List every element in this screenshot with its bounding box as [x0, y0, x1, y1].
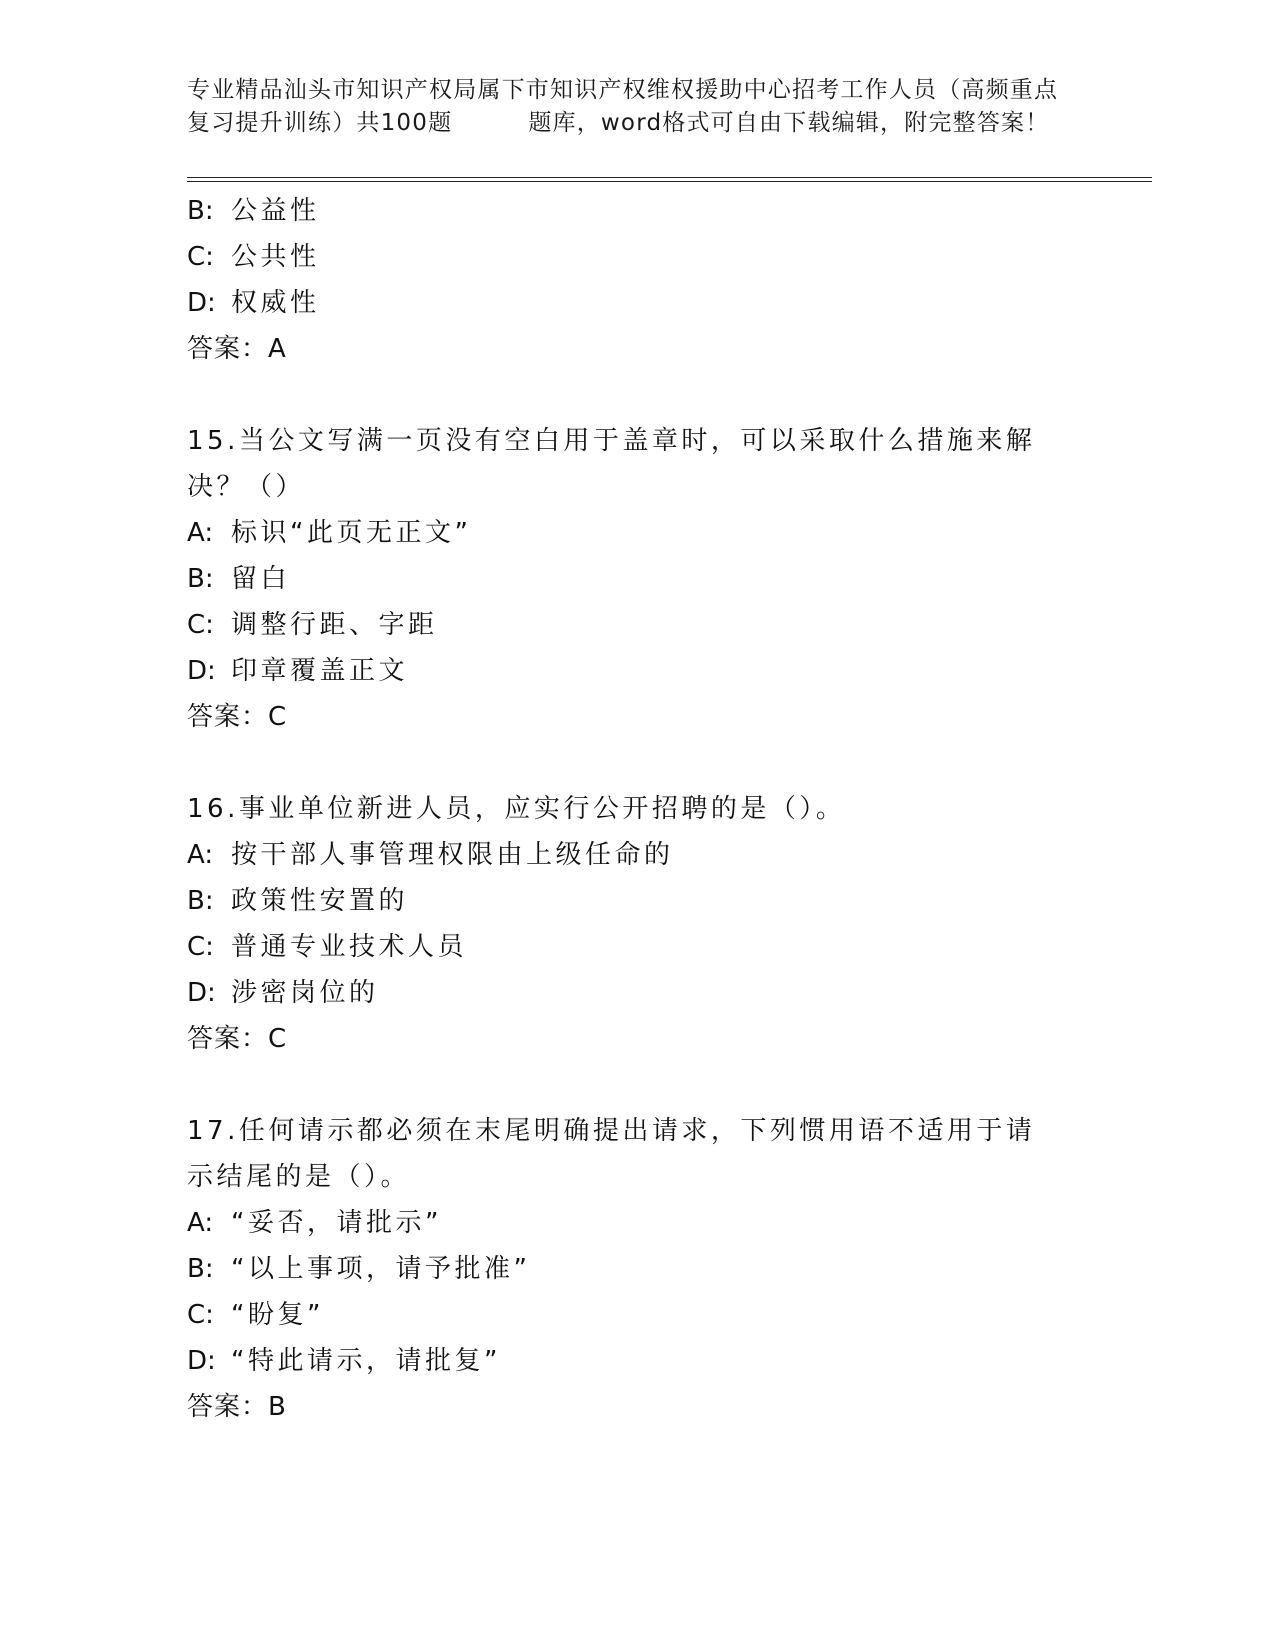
prev-question [187, 188, 1087, 372]
header-divider-top [187, 177, 1152, 178]
option-a: A: 按干部人事管理权限由上级任命的 [187, 840, 674, 870]
header-line-2 [187, 107, 1087, 140]
header-line-2b: 题库，word格式可自由下载编辑，附完整答案！ [528, 110, 1050, 136]
option-c: C: “盼复” [187, 1300, 324, 1330]
option-a: A: “妥否，请批示” [187, 1208, 442, 1238]
question-content [187, 188, 1087, 1430]
option-b: B: 留白 [187, 564, 291, 594]
option-c: C: 普通专业技术人员 [187, 932, 468, 962]
question-stem: 16.事业单位新进人员，应实行公开招聘的是（）。 [187, 794, 846, 824]
header-line-2a: 复习提升训练）共100题 [187, 110, 453, 136]
option-b: B: 政策性安置的 [187, 886, 409, 916]
option-d: D: 权威性 [187, 288, 320, 318]
option-d: D: 印章覆盖正文 [187, 656, 409, 686]
option-a: A: 标识“此页无正文” [187, 518, 472, 548]
header-divider-bottom [187, 181, 1152, 182]
option-b: B: 公益性 [187, 196, 320, 226]
question-stem: 15.当公文写满一页没有空白用于盖章时，可以采取什么措施来解决？（） [187, 426, 1036, 502]
answer-line: 答案：B [187, 1392, 287, 1422]
header-line-1: 专业精品汕头市知识产权局属下市知识产权维权援助中心招考工作人员（高频重点 [187, 77, 1059, 103]
answer-line: 答案：C [187, 702, 288, 732]
question-16 [187, 786, 1087, 1062]
answer-line: 答案：C [187, 1024, 288, 1054]
option-c: C: 公共性 [187, 242, 320, 272]
answer-line: 答案：A [187, 334, 287, 364]
option-c: C: 调整行距、字距 [187, 610, 438, 640]
document-header [187, 74, 1087, 140]
question-17 [187, 1108, 1087, 1430]
option-d: D: 涉密岗位的 [187, 978, 379, 1008]
option-d: D: “特此请示，请批复” [187, 1346, 501, 1376]
option-b: B: “以上事项，请予批准” [187, 1254, 531, 1284]
question-15 [187, 418, 1087, 740]
question-stem: 17.任何请示都必须在末尾明确提出请求，下列惯用语不适用于请示结尾的是（）。 [187, 1116, 1036, 1192]
